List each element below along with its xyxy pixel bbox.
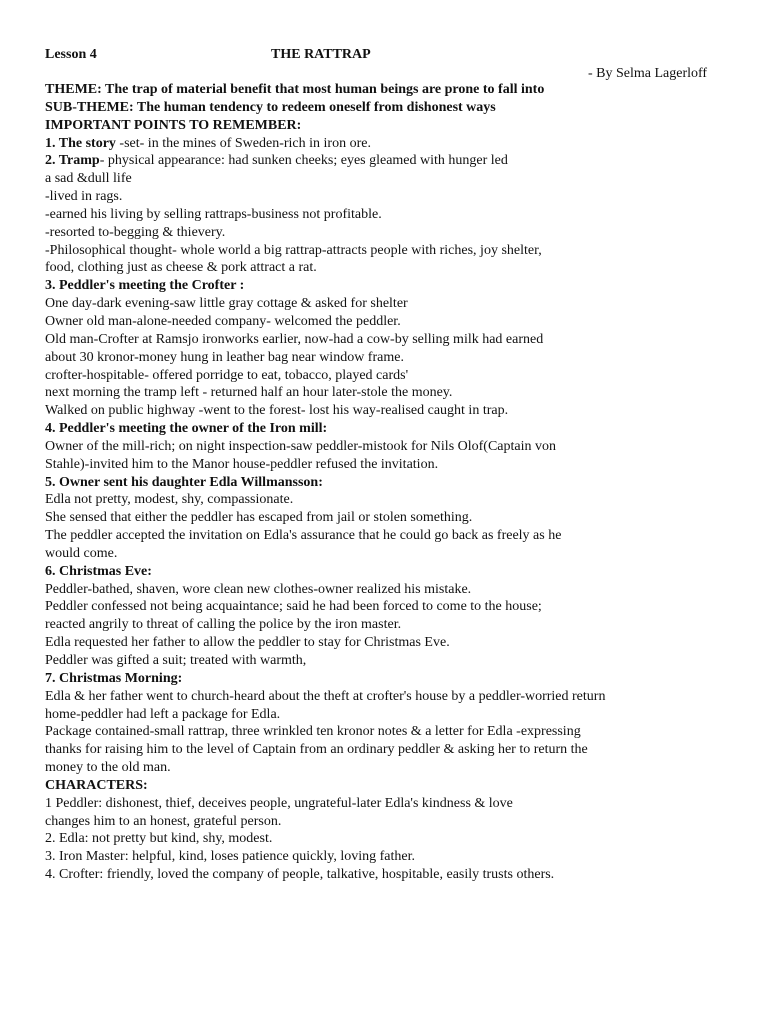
document-body <box>45 81 745 884</box>
characters-heading: CHARACTERS: <box>45 777 148 793</box>
point-7-heading: 7. Christmas Morning: <box>45 670 183 686</box>
point-3-line: about 30 kronor-money hung in leather bag near window frame. <box>45 349 404 365</box>
point-3-line: One day-dark evening-saw little gray cottage & asked for shelter <box>45 296 408 312</box>
point-7-line: Edla & her father went to church-heard about the theft at crofter's house by a peddler-worried return <box>45 688 606 704</box>
point-2-line: -earned his living by selling rattraps-business not profitable. <box>45 206 382 222</box>
theme-line: THEME: The trap of material benefit that most human beings are prone to fall into <box>45 82 545 97</box>
point-7-line: home-peddler had left a package for Edla. <box>45 706 281 722</box>
author-byline: - By Selma Lagerloff <box>588 66 708 81</box>
sub-theme-line: SUB-THEME: The human tendency to redeem oneself from dishonest ways <box>45 99 496 115</box>
lesson-label: Lesson 4 <box>45 47 97 62</box>
document-title: THE RATTRAP <box>271 47 371 62</box>
point-3-line: crofter-hospitable- offered porridge to eat, tobacco, played cards' <box>45 367 409 383</box>
point-7-line: money to the old man. <box>45 760 171 776</box>
point-6-line: Peddler-bathed, shaven, wore clean new clothes-owner realized his mistake. <box>45 581 472 597</box>
point-3-line: Owner old man-alone-needed company- welcomed the peddler. <box>45 313 401 329</box>
point-7-line: thanks for raising him to the level of Captain from an ordinary peddler & asking her to return the <box>45 742 588 758</box>
point-4-line: Stahle)-invited him to the Manor house-peddler refused the invitation. <box>45 456 439 472</box>
point-5-line: She sensed that either the peddler has escaped from jail or stolen something. <box>45 510 473 526</box>
point-3-heading: 3. Peddler's meeting the Crofter : <box>45 278 245 294</box>
point-2-line: -Philosophical thought- whole world a big rattrap-attracts people with riches, joy shelter, <box>45 242 542 258</box>
point-3-line: Old man-Crofter at Ramsjo ironworks earlier, now-had a cow-by selling milk had earned <box>45 331 544 347</box>
point-1-text: -set- in the mines of Sweden-rich in iron ore. <box>115 135 371 151</box>
character-line: 1 Peddler: dishonest, thief, deceives people, ungrateful-later Edla's kindness & love <box>45 795 513 811</box>
character-line: changes him to an honest, grateful person. <box>45 813 282 829</box>
point-6-line: Peddler was gifted a suit; treated with warmth, <box>45 653 307 668</box>
point-1-label: 1. The story <box>45 135 116 151</box>
point-6-heading: 6. Christmas Eve: <box>45 563 152 579</box>
point-5-line: The peddler accepted the invitation on Edla's assurance that he could go back as freely as he <box>45 528 562 544</box>
point-5-line: Edla not pretty, modest, shy, compassionate. <box>45 492 294 508</box>
point-6-line: Peddler confessed not being acquaintance; said he had been forced to come to the house; <box>45 599 542 615</box>
point-4-heading: 4. Peddler's meeting the owner of the Iron mill: <box>45 421 328 437</box>
point-2-line: -lived in rags. <box>45 189 123 205</box>
point-5-line: would come. <box>45 545 118 561</box>
point-3-line: Walked on public highway -went to the forest- lost his way-realised caught in trap. <box>45 403 509 419</box>
point-1 <box>45 135 745 153</box>
point-3-line: next morning the tramp left - returned half an hour later-stole the money. <box>45 385 453 401</box>
point-2 <box>45 152 745 170</box>
point-4-line: Owner of the mill-rich; on night inspection-saw peddler-mistook for Nils Olof(Captain von <box>45 438 557 454</box>
character-line: 3. Iron Master: helpful, kind, loses patience quickly, loving father. <box>45 849 416 865</box>
point-2-line: -resorted to-begging & thievery. <box>45 224 226 240</box>
point-6-line: Edla requested her father to allow the peddler to stay for Christmas Eve. <box>45 635 450 651</box>
character-line: 2. Edla: not pretty but kind, shy, modest. <box>45 831 273 847</box>
point-2-line: a sad &dull life <box>45 171 132 187</box>
point-7-line: Package contained-small rattrap, three wrinkled ten kronor notes & a letter for Edla -expressing <box>45 724 581 740</box>
points-heading: IMPORTANT POINTS TO REMEMBER: <box>45 117 302 133</box>
point-2-line: food, clothing just as cheese & pork attract a rat. <box>45 260 317 276</box>
point-2-label: 2. Tramp <box>45 153 100 169</box>
character-line: 4. Crofter: friendly, loved the company of people, talkative, hospitable, easily trusts others. <box>45 867 555 883</box>
point-6-line: reacted angrily to threat of calling the police by the iron master. <box>45 617 402 633</box>
point-2-text: - physical appearance: had sunken cheeks; eyes gleamed with hunger led <box>99 153 508 169</box>
point-5-heading: 5. Owner sent his daughter Edla Willmansson: <box>45 474 323 490</box>
